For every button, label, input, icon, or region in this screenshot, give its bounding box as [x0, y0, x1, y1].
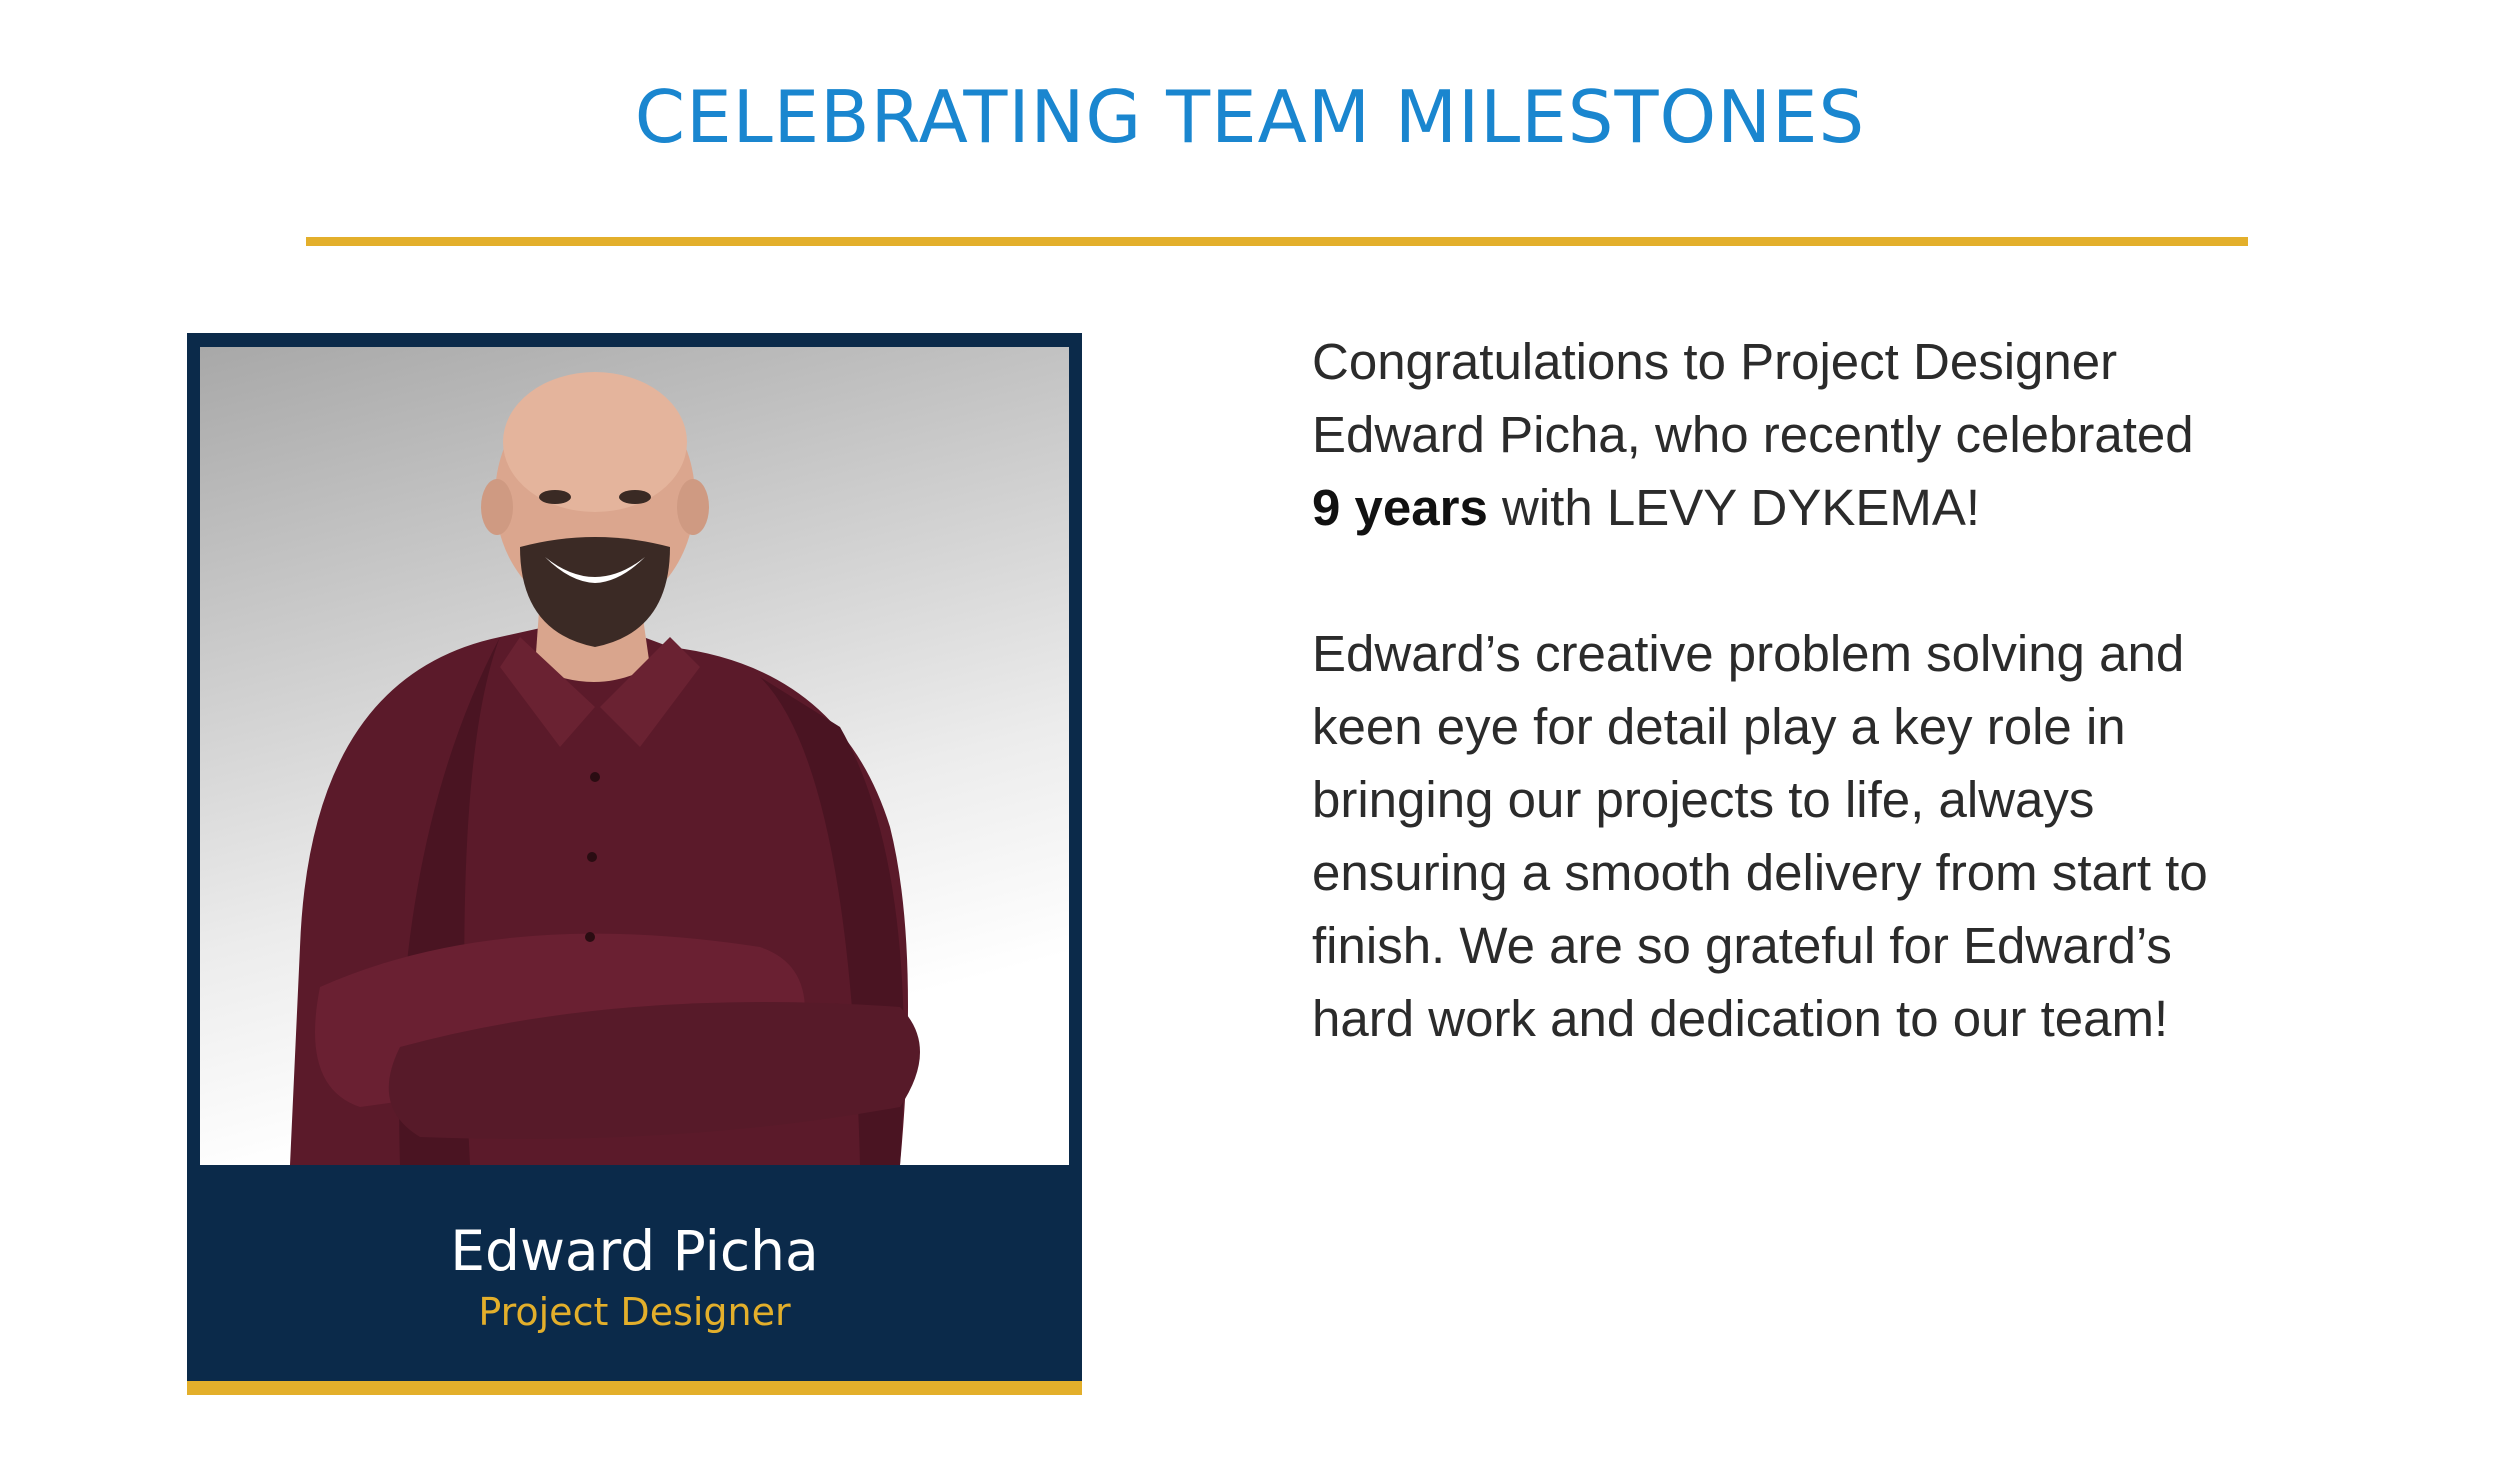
- message-line: Edward Picha, who recently celebrated: [1312, 406, 2194, 463]
- card-accent-bar: [187, 1381, 1082, 1395]
- years-highlight: 9 years: [1312, 479, 1488, 536]
- message-line: [1312, 471, 2342, 544]
- message-line: Edward’s creative problem solving and: [1312, 625, 2185, 682]
- message-line: ensuring a smooth delivery from start to: [1312, 844, 2208, 901]
- profile-name: Edward Picha: [450, 1219, 819, 1283]
- message-line-rest: with LEVY DYKEMA!: [1487, 479, 1981, 536]
- person-illustration: [200, 347, 1069, 1165]
- message-line: bringing our projects to life, always: [1312, 771, 2095, 828]
- page-title: CELEBRATING TEAM MILESTONES: [634, 75, 1866, 159]
- message-line: keen eye for detail play a key role in: [1312, 698, 2126, 755]
- profile-role: Project Designer: [478, 1290, 791, 1334]
- title-divider: [306, 237, 2248, 246]
- paragraph-gap: [1312, 544, 2342, 617]
- profile-card: [187, 333, 1082, 1383]
- message-line: finish. We are so grateful for Edward’s: [1312, 917, 2172, 974]
- profile-photo: [200, 347, 1069, 1165]
- congratulations-message: [1312, 325, 2342, 1055]
- message-line: Congratulations to Project Designer: [1312, 333, 2118, 390]
- message-line: hard work and dedication to our team!: [1312, 990, 2169, 1047]
